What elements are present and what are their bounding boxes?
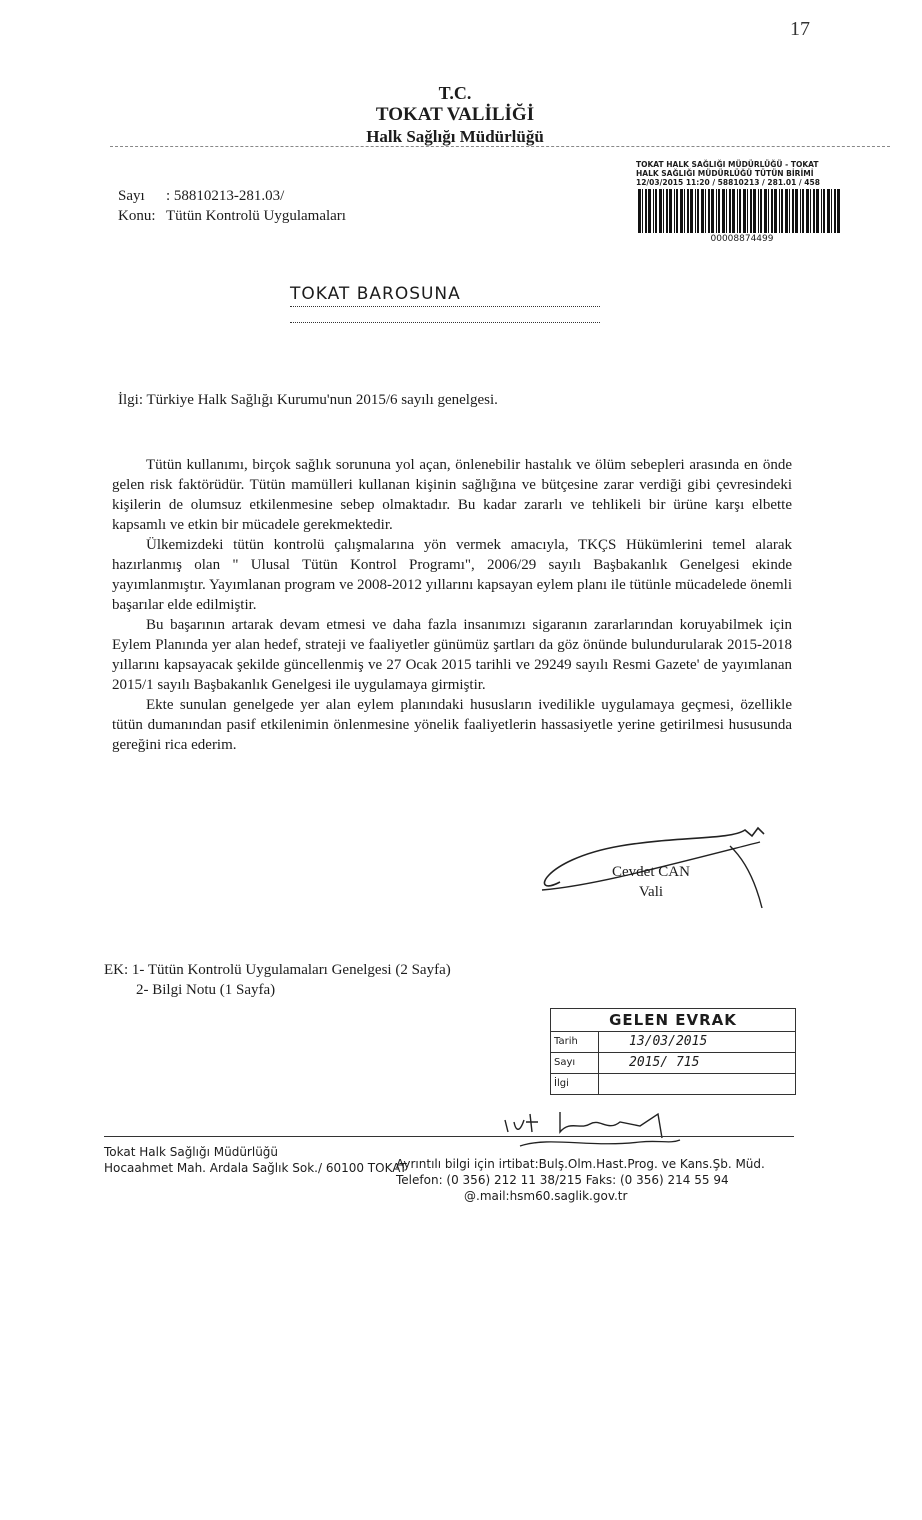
barcode-bar [726, 189, 727, 233]
barcode-bar [806, 189, 809, 233]
barcode-bar [768, 189, 769, 233]
footer-contact: Ayrıntılı bilgi için irtibat:Bulş.Olm.Hast.Prog. ve Kans.Şb. Müd. [396, 1157, 765, 1171]
stamp-date-value: 13/03/2015 [629, 1034, 708, 1049]
barcode-bar [716, 189, 717, 233]
paragraph: Ekte sunulan genelgede yer alan eylem planındaki hususların ivedilikle uygulamaya geçmesi, özellikle tütün dumanından pasif etkilenimin önlenmesine yönelik faaliyetlerin hassasiyetle yerine getirilmesi hususunda gereğini rica ederim. [112, 697, 792, 753]
paragraph: Ülkemizdeki tütün kontrolü çalışmalarına yön vermek amacıyla, TKÇS Hükümlerini temel alarak hazırlanmış olan " Ulusal Tütün Kontrol Programı", 2006/29 sayılı Başbakanlık Genelgesi ekinde yayımlanmıştır. Yayımlanan program ve 2008-2012 yıllarını kapsayan eylem planı ile tütünle mücadelede önemli başarılar elde edilmiştir. [112, 537, 792, 613]
barcode-bar [837, 189, 840, 233]
barcode-bar [732, 189, 735, 233]
attachment-1: EK: 1- Tütün Kontrolü Uygulamaları Genelgesi (2 Sayfa) [104, 962, 451, 978]
barcode-bar [785, 189, 788, 233]
sayi-row [118, 186, 346, 206]
header-country: T.C. [438, 83, 472, 103]
footer-phones: Telefon: (0 356) 212 11 38/215 Faks: (0 356) 214 55 94 [396, 1173, 729, 1187]
barcode-line-3: 12/03/2015 11:20 / 58810213 / 281.01 / 458 [636, 178, 820, 187]
barcode-line-1: TOKAT HALK SAĞLIĞI MÜDÜRLÜĞÜ - TOKAT [636, 160, 819, 169]
barcode-bar [701, 189, 704, 233]
recipient-dotted-line-1 [290, 306, 600, 307]
barcode-bar [753, 189, 756, 233]
barcode-bar [674, 189, 675, 233]
barcode-bar [687, 189, 689, 233]
sayi-value: : 58810213-281.03/ [166, 188, 285, 204]
footer-right [396, 1156, 796, 1188]
barcode-bar [771, 189, 773, 233]
signatory-name: Cevdet CAN [612, 864, 690, 880]
barcode-bar [680, 189, 683, 233]
recipient-dotted-line-2 [290, 322, 600, 323]
recipient-line [290, 284, 610, 304]
stamp-title: GELEN EVRAK [551, 1009, 795, 1032]
barcode-bar [676, 189, 678, 233]
barcode-bar [795, 189, 798, 233]
signatory-title: Vali [638, 884, 664, 900]
barcode-bar [747, 189, 748, 233]
barcode-bar [774, 189, 777, 233]
barcode-bar [739, 189, 741, 233]
barcode-bar [642, 189, 643, 233]
barcode-bar [764, 189, 767, 233]
barcode-bar [831, 189, 832, 233]
stamp-ref-label: İlgi [551, 1074, 599, 1094]
barcode-bar [645, 189, 647, 233]
barcode-bar [821, 189, 822, 233]
document-meta [118, 186, 346, 226]
barcode-icon [636, 189, 846, 233]
stamp-row-date [551, 1032, 795, 1053]
barcode-bar [729, 189, 731, 233]
recipient-name: TOKAT BAROSUNA [290, 284, 461, 304]
paragraph: Bu başarının artarak devam etmesi ve daha fazla insanımızı sigaranın zararlarından koruyabilmek için Eylem Planında yer alan hedef, strateji ve faaliyetler günümüz şartları da göz önünde bulundurularak 2015-2018 yıllarını kapsayacak şekilde güncellenmiş ve 27 Ocak 2015 tarihli ve 29249 sayılı Resmi Gazete' de yayımlanan 2015/1 sayılı Başbakanlık Genelgesi ile uygulamaya girmiştir. [112, 617, 792, 693]
barcode-bar [737, 189, 738, 233]
stamp-row-ref [551, 1074, 795, 1094]
barcode-bar [760, 189, 762, 233]
attachments [104, 960, 451, 1000]
barcode-bar [823, 189, 825, 233]
reference-line: İlgi: Türkiye Halk Sağlığı Kurumu'nun 2015/6 sayılı genelgesi. [118, 392, 498, 408]
footer-email: @.mail:hsm60.saglik.gov.tr [464, 1189, 628, 1203]
barcode-bar [750, 189, 752, 233]
barcode-bar [708, 189, 710, 233]
attachment-2: 2- Bilgi Notu (1 Sayfa) [136, 982, 276, 998]
page-number-handwritten: 17 [790, 18, 810, 40]
barcode-bar [718, 189, 720, 233]
barcode-bar [816, 189, 819, 233]
paragraph: Tütün kullanımı, birçok sağlık sorununa yol açan, önlenebilir hastalık ve ölüm sebepleri arasında en önde gelen risk faktörüdür. Tütün mamülleri kullanan kişinin sağlığına ve bütçesine zarar verdiği gibi çevresindeki kişilerin de olumsuz etkilenmesine sebep olmaktadır. Bu kadar zararlı ve tehlikeli bir ürüne karşı elbette kapsamlı ve etkin bir mücadele gerekmektedir. [112, 457, 792, 533]
barcode-bar [669, 189, 672, 233]
barcode-bar [802, 189, 804, 233]
handwritten-note [490, 1102, 690, 1152]
barcode-bar [705, 189, 706, 233]
stamp-number-value: 2015/ 715 [629, 1055, 700, 1070]
barcode-bar [743, 189, 746, 233]
footer-divider [104, 1136, 794, 1137]
barcode-bar [779, 189, 780, 233]
konu-label: Konu: [118, 208, 156, 224]
barcode-bar [695, 189, 696, 233]
barcode-bar [792, 189, 794, 233]
barcode-bar [659, 189, 662, 233]
barcode-bar [653, 189, 654, 233]
barcode-line-2: HALK SAĞLIĞI MÜDÜRLÜĞÜ TÜTÜN BİRİMİ [636, 169, 814, 178]
barcode-bar [655, 189, 657, 233]
barcode-label [636, 160, 848, 244]
barcode-bar [684, 189, 685, 233]
incoming-document-stamp [550, 1008, 796, 1095]
barcode-bar [666, 189, 668, 233]
konu-value: Tütün Kontrolü Uygulamaları [166, 208, 346, 224]
barcode-bar [813, 189, 815, 233]
footer-left [104, 1144, 407, 1176]
sayi-label: Sayı [118, 188, 145, 204]
barcode-bar [800, 189, 801, 233]
barcode-bar [758, 189, 759, 233]
barcode-bar [834, 189, 836, 233]
stamp-date-label: Tarih [551, 1032, 599, 1052]
barcode-bar [648, 189, 651, 233]
barcode-bar [722, 189, 725, 233]
letter-body [112, 455, 792, 755]
header-divider [110, 146, 890, 147]
signatory-block [612, 862, 690, 902]
barcode-bar [697, 189, 699, 233]
barcode-bar [638, 189, 641, 233]
barcode-bar [690, 189, 693, 233]
barcode-bar [827, 189, 830, 233]
barcode-bar [663, 189, 664, 233]
barcode-bar [810, 189, 811, 233]
footer-org: Tokat Halk Sağlığı Müdürlüğü [104, 1145, 279, 1159]
stamp-number-label: Sayı [551, 1053, 599, 1073]
stamp-ref-value [599, 1074, 795, 1094]
konu-row [118, 206, 346, 226]
stamp-row-number [551, 1053, 795, 1074]
barcode-bar [711, 189, 714, 233]
footer-address: Hocaahmet Mah. Ardala Sağlık Sok./ 60100 TOKAT [104, 1161, 407, 1175]
letterhead [340, 82, 570, 148]
barcode-bar [789, 189, 790, 233]
barcode-bar [781, 189, 783, 233]
header-directorate: Halk Sağlığı Müdürlüğü [366, 127, 544, 146]
header-governorship: TOKAT VALİLİĞİ [375, 104, 535, 125]
barcode-number: 00008874499 [710, 234, 774, 244]
